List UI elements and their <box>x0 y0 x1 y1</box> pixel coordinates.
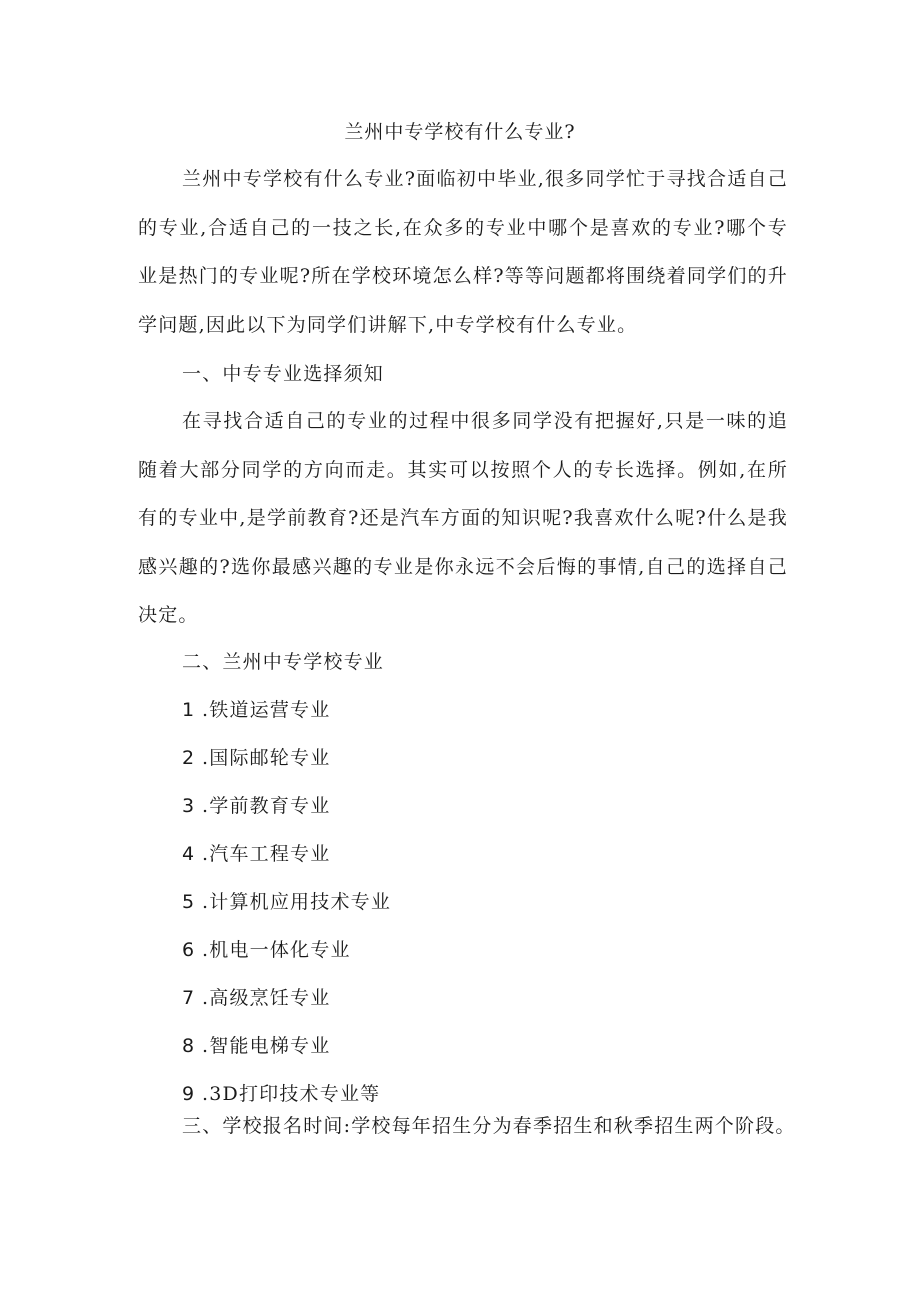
list-item-number: 5 <box>182 891 196 913</box>
list-item <box>182 744 330 772</box>
list-item <box>182 1032 330 1060</box>
list-item-number: 3 <box>182 795 196 817</box>
section3-text: 三、学校报名时间:学校每年招生分为春季招生和秋季招生两个阶段。 <box>182 1115 796 1137</box>
list-item-number: 6 <box>182 939 196 961</box>
list-item <box>182 1080 380 1108</box>
intro-paragraph: 兰州中专学校有什么专业?面临初中毕业,很多同学忙于寻找合适自己的专业,合适自己的一技之长,在众多的专业中哪个是喜欢的专业?哪个专业是热门的专业呢?所在学校环境怎么样?等等问题都将围绕着同学们的升学问题,因此以下为同学们讲解下,中专学校有什么专业。 <box>138 168 788 336</box>
list-item-text: .计算机应用技术专业 <box>202 891 392 913</box>
section1-paragraph: 在寻找合适自己的专业的过程中很多同学没有把握好,只是一味的追随着大部分同学的方向而走。其实可以按照个人的专长选择。例如,在所有的专业中,是学前教育?还是汽车方面的知识呢?我喜欢什么呢?什么是我感兴趣的?选你最感兴趣的专业是你永远不会后悔的事情,自己的选择自己决定。 <box>138 410 788 626</box>
list-item-number: 9 <box>182 1083 196 1105</box>
list-item-number: 4 <box>182 843 196 865</box>
list-item-text: .3D打印技术专业等 <box>202 1083 381 1105</box>
list-item <box>182 936 351 964</box>
section2-heading: 二、兰州中专学校专业 <box>182 651 385 673</box>
list-item <box>182 840 330 868</box>
list-item-text: .学前教育专业 <box>202 795 331 817</box>
list-item-number: 7 <box>182 987 196 1009</box>
list-item-text: .汽车工程专业 <box>202 843 331 865</box>
document-title: 兰州中专学校有什么专业? <box>344 121 576 143</box>
section1-heading: 一、中专专业选择须知 <box>182 363 385 385</box>
list-item-text: .机电一体化专业 <box>202 939 351 961</box>
list-item-number: 1 <box>182 699 196 721</box>
list-item <box>182 888 391 916</box>
list-item-number: 2 <box>182 747 196 769</box>
list-item <box>182 984 330 1012</box>
list-item-text: .高级烹饪专业 <box>202 987 331 1009</box>
list-item <box>182 696 330 724</box>
list-item-text: .铁道运营专业 <box>202 699 331 721</box>
list-item-text: .智能电梯专业 <box>202 1035 331 1057</box>
list-item <box>182 792 330 820</box>
list-item-number: 8 <box>182 1035 196 1057</box>
list-item-text: .国际邮轮专业 <box>202 747 331 769</box>
